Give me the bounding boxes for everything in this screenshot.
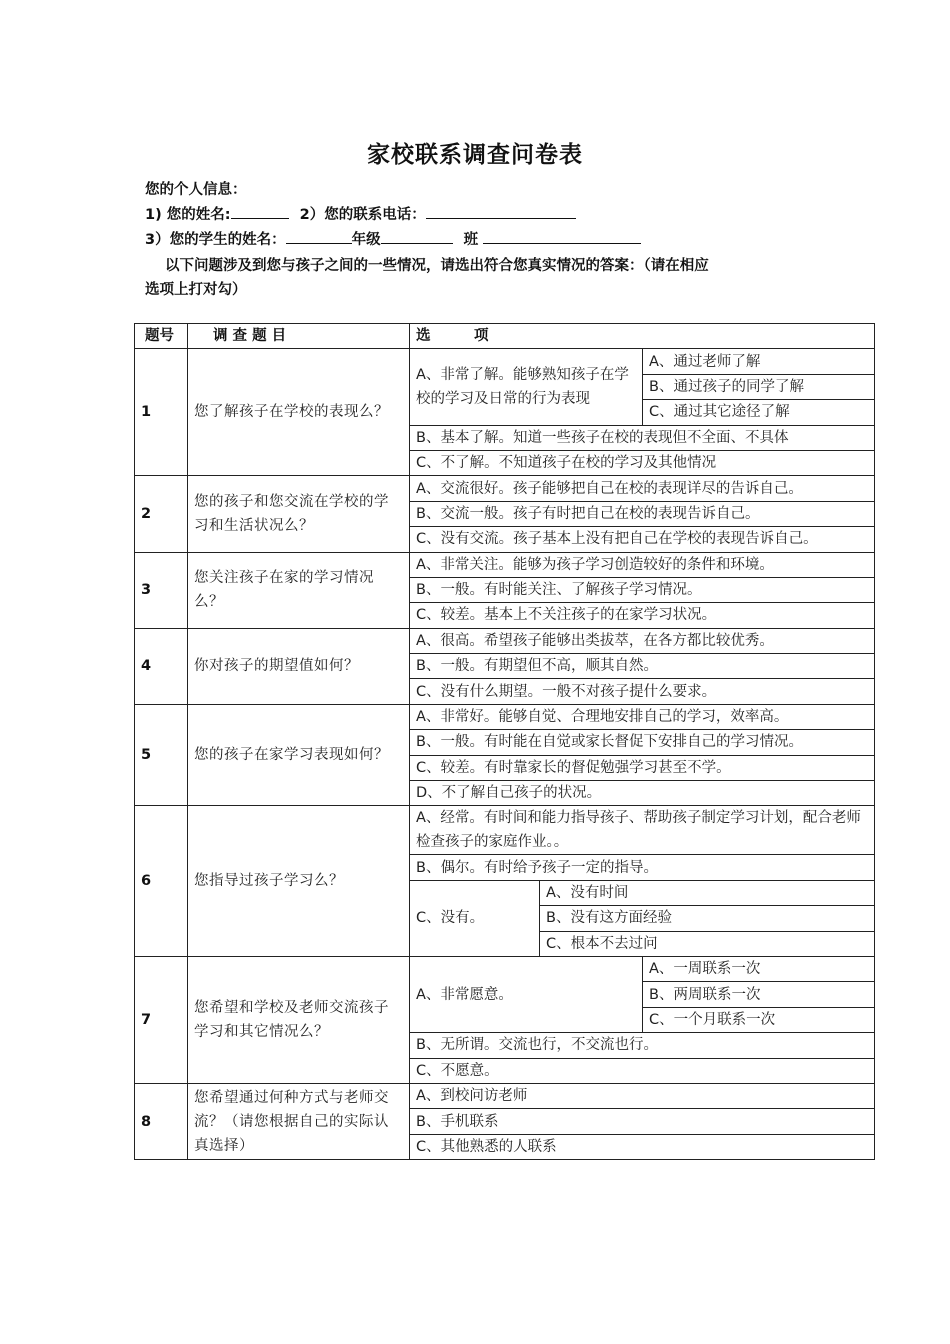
q4-number: 4 bbox=[135, 628, 188, 704]
header-number: 题号 bbox=[135, 324, 188, 349]
q7-text: 您希望和学校及老师交流孩子学习和其它情况么？ bbox=[188, 956, 410, 1083]
student-name-blank[interactable] bbox=[286, 228, 352, 244]
q8-option-a[interactable]: A、到校问访老师 bbox=[410, 1083, 875, 1108]
table-row bbox=[135, 628, 875, 653]
q6-option-c-sub-1[interactable]: A、没有时间 bbox=[540, 880, 875, 905]
q7-option-a-sub-1[interactable]: A、一周联系一次 bbox=[643, 956, 875, 981]
student-label: 3）您的学生的姓名： bbox=[145, 232, 286, 248]
table-row bbox=[135, 956, 875, 981]
q3-option-b[interactable]: B、一般。有时能关注、了解孩子学习情况。 bbox=[410, 577, 875, 602]
header-options: 选 项 bbox=[410, 324, 875, 349]
class-blank[interactable] bbox=[483, 228, 641, 244]
header-question: 调 查 题 目 bbox=[188, 324, 410, 349]
q3-text: 您关注孩子在家的学习情况么？ bbox=[188, 552, 410, 628]
q6-option-b[interactable]: B、偶尔。有时给予孩子一定的指导。 bbox=[410, 855, 875, 880]
q7-number: 7 bbox=[135, 956, 188, 1083]
q5-option-b[interactable]: B、一般。有时能在自觉或家长督促下安排自己的学习情况。 bbox=[410, 730, 875, 755]
page-title: 家校联系调查问卷表 bbox=[367, 141, 583, 168]
q7-option-a-sub-3[interactable]: C、一个月联系一次 bbox=[643, 1007, 875, 1032]
q5-option-c[interactable]: C、较差。有时靠家长的督促勉强学习甚至不学。 bbox=[410, 755, 875, 780]
q5-text: 您的孩子在家学习表现如何？ bbox=[188, 704, 410, 806]
q5-option-d[interactable]: D、不了解自己孩子的状况。 bbox=[410, 781, 875, 806]
table-row bbox=[135, 552, 875, 577]
q2-option-b[interactable]: B、交流一般。孩子有时把自己在校的表现告诉自己。 bbox=[410, 501, 875, 526]
grade-label: 年级 bbox=[351, 232, 381, 248]
q4-option-a[interactable]: A、很高。希望孩子能够出类拔萃，在各方都比较优秀。 bbox=[410, 628, 875, 653]
phone-blank[interactable] bbox=[426, 203, 576, 219]
q7-option-a[interactable]: A、非常愿意。 bbox=[410, 956, 643, 1032]
q1-option-a-sub-1[interactable]: A、通过老师了解 bbox=[643, 349, 875, 374]
class-label: 班 bbox=[463, 232, 479, 248]
name-blank[interactable] bbox=[231, 203, 289, 219]
q2-option-c[interactable]: C、没有交流。孩子基本上没有把自己在学校的表现告诉自己。 bbox=[410, 527, 875, 552]
survey-table bbox=[134, 323, 875, 1160]
q1-option-a-sub-2[interactable]: B、通过孩子的同学了解 bbox=[643, 374, 875, 399]
q8-option-b[interactable]: B、手机联系 bbox=[410, 1109, 875, 1134]
q6-option-c[interactable]: C、没有。 bbox=[410, 880, 540, 956]
instruction-line-2: 选项上打对勾） bbox=[145, 282, 247, 298]
q1-option-a[interactable]: A、非常了解。能够熟知孩子在学校的学习及日常的行为表现 bbox=[410, 349, 643, 425]
q6-option-c-sub-2[interactable]: B、没有这方面经验 bbox=[540, 906, 875, 931]
q8-text: 您希望通过何种方式与老师交流？（请您根据自己的实际认真选择） bbox=[188, 1083, 410, 1159]
table-row bbox=[135, 349, 875, 374]
q4-text: 你对孩子的期望值如何？ bbox=[188, 628, 410, 704]
q1-number: 1 bbox=[135, 349, 188, 476]
q2-text: 您的孩子和您交流在学校的学习和生活状况么？ bbox=[188, 476, 410, 552]
q5-option-a[interactable]: A、非常好。能够自觉、合理地安排自己的学习，效率高。 bbox=[410, 704, 875, 729]
q8-option-c[interactable]: C、其他熟悉的人联系 bbox=[410, 1134, 875, 1159]
q1-option-b[interactable]: B、基本了解。知道一些孩子在校的表现但不全面、不具体 bbox=[410, 425, 875, 450]
q6-option-a[interactable]: A、经常。有时间和能力指导孩子、帮助孩子制定学习计划，配合老师检查孩子的家庭作业。。 bbox=[410, 806, 875, 855]
phone-label: 2）您的联系电话： bbox=[299, 207, 426, 223]
q1-option-c[interactable]: C、不了解。不知道孩子在校的学习及其他情况 bbox=[410, 450, 875, 475]
q4-option-b[interactable]: B、一般。有期望但不高，顺其自然。 bbox=[410, 654, 875, 679]
q2-number: 2 bbox=[135, 476, 188, 552]
grade-blank[interactable] bbox=[381, 228, 453, 244]
personal-info-line-1 bbox=[145, 203, 576, 224]
personal-info-line-2 bbox=[145, 228, 641, 249]
table-row bbox=[135, 476, 875, 501]
table-row bbox=[135, 806, 875, 855]
personal-info-heading: 您的个人信息： bbox=[145, 182, 247, 198]
table-row bbox=[135, 704, 875, 729]
q2-option-a[interactable]: A、交流很好。孩子能够把自己在校的表现详尽的告诉自己。 bbox=[410, 476, 875, 501]
q7-option-c[interactable]: C、不愿意。 bbox=[410, 1058, 875, 1083]
q6-number: 6 bbox=[135, 806, 188, 957]
table-row bbox=[135, 1083, 875, 1108]
instruction-line-1: 以下问题涉及到您与孩子之间的一些情况，请选出符合您真实情况的答案：（请在相应 bbox=[165, 258, 709, 274]
q8-number: 8 bbox=[135, 1083, 188, 1159]
q1-text: 您了解孩子在学校的表现么？ bbox=[188, 349, 410, 476]
q6-option-c-sub-3[interactable]: C、根本不去过问 bbox=[540, 931, 875, 956]
q7-option-a-sub-2[interactable]: B、两周联系一次 bbox=[643, 982, 875, 1007]
q4-option-c[interactable]: C、没有什么期望。一般不对孩子提什么要求。 bbox=[410, 679, 875, 704]
q3-number: 3 bbox=[135, 552, 188, 628]
q5-number: 5 bbox=[135, 704, 188, 806]
table-header-row bbox=[135, 324, 875, 349]
q1-option-a-sub-3[interactable]: C、通过其它途径了解 bbox=[643, 400, 875, 425]
q3-option-c[interactable]: C、较差。基本上不关注孩子的在家学习状况。 bbox=[410, 603, 875, 628]
q6-text: 您指导过孩子学习么？ bbox=[188, 806, 410, 957]
q7-option-b[interactable]: B、无所谓。交流也行，不交流也行。 bbox=[410, 1033, 875, 1058]
name-label: 1) 您的姓名: bbox=[145, 207, 231, 223]
q3-option-a[interactable]: A、非常关注。能够为孩子学习创造较好的条件和环境。 bbox=[410, 552, 875, 577]
